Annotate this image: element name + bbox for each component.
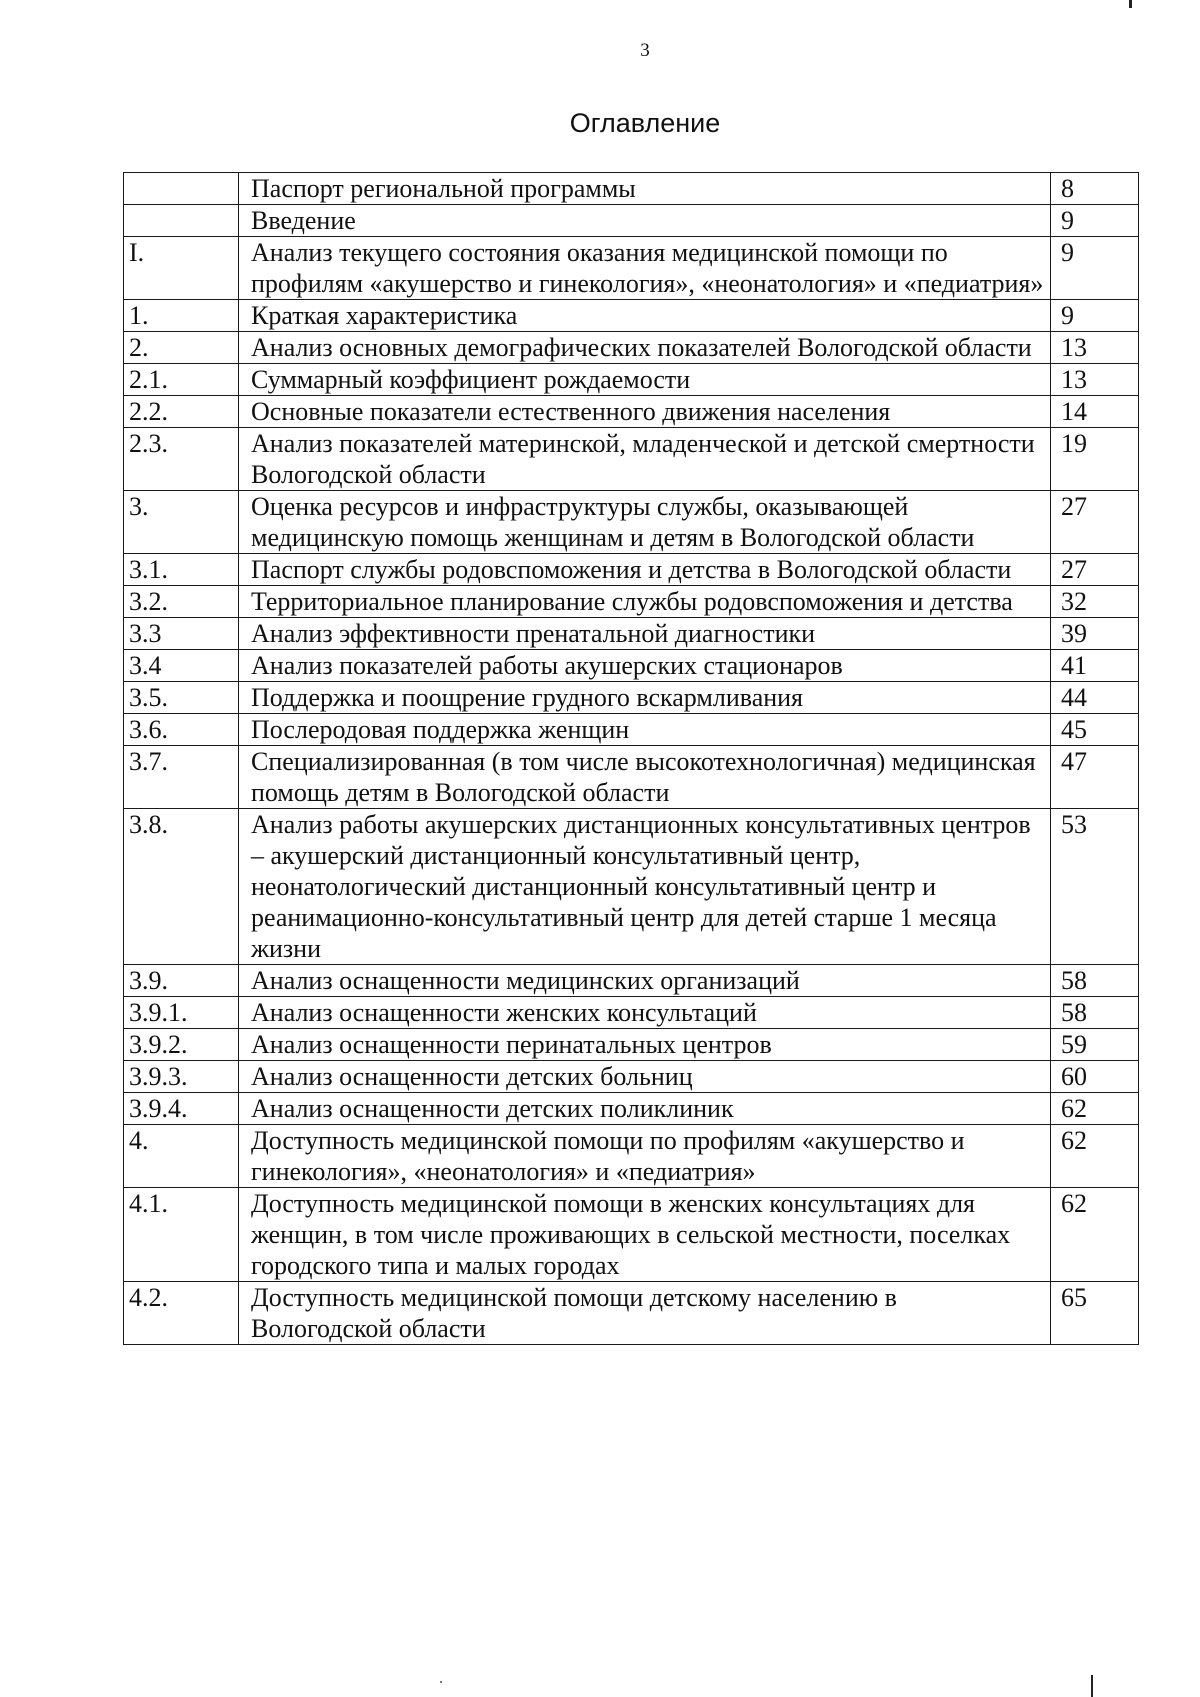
toc-section-title: Анализ показателей работы акушерских стационаров xyxy=(239,650,1051,682)
toc-page-number: 19 xyxy=(1051,428,1139,491)
toc-section-number: 3.4 xyxy=(124,650,239,682)
toc-page-number: 27 xyxy=(1051,554,1139,586)
toc-section-number: 4.2. xyxy=(124,1282,239,1345)
toc-row xyxy=(124,1188,1139,1282)
toc-page-number: 58 xyxy=(1051,965,1139,997)
toc-section-title: Анализ текущего состояния оказания медицинской помощи по профилям «акушерство и гинекология», «неонатология» и «педиатрия» xyxy=(239,237,1051,300)
toc-section-number: 3.6. xyxy=(124,714,239,746)
toc-row xyxy=(124,1282,1139,1345)
toc-section-number: 3.2. xyxy=(124,586,239,618)
toc-row xyxy=(124,1093,1139,1125)
toc-row xyxy=(124,586,1139,618)
toc-row xyxy=(124,714,1139,746)
toc-section-number: 3.5. xyxy=(124,682,239,714)
scan-speck xyxy=(440,1681,442,1683)
toc-section-title: Анализ основных демографических показателей Вологодской области xyxy=(239,332,1051,364)
toc-section-title: Территориальное планирование службы родовспоможения и детства xyxy=(239,586,1051,618)
toc-page-number: 41 xyxy=(1051,650,1139,682)
toc-section-title: Анализ оснащенности детских поликлиник xyxy=(239,1093,1051,1125)
toc-section-title: Анализ эффективности пренатальной диагностики xyxy=(239,618,1051,650)
scan-mark-top xyxy=(1129,0,1132,8)
toc-page-number: 62 xyxy=(1051,1125,1139,1188)
toc-page-number: 58 xyxy=(1051,997,1139,1029)
toc-row xyxy=(124,1061,1139,1093)
toc-row xyxy=(124,997,1139,1029)
toc-page-number: 39 xyxy=(1051,618,1139,650)
toc-section-title: Основные показатели естественного движения населения xyxy=(239,396,1051,428)
toc-page-number: 60 xyxy=(1051,1061,1139,1093)
toc-row xyxy=(124,491,1139,554)
toc-section-number xyxy=(124,205,239,237)
toc-row xyxy=(124,237,1139,300)
toc-section-title: Введение xyxy=(239,205,1051,237)
scan-mark-bottom xyxy=(1091,1675,1093,1697)
toc-section-title: Доступность медицинской помощи детскому населению в Вологодской области xyxy=(239,1282,1051,1345)
toc-section-title: Анализ оснащенности детских больниц xyxy=(239,1061,1051,1093)
toc-section-number: 2. xyxy=(124,332,239,364)
toc-row xyxy=(124,682,1139,714)
toc-row xyxy=(124,1125,1139,1188)
toc-section-number: 3.9.3. xyxy=(124,1061,239,1093)
toc-page-number: 13 xyxy=(1051,364,1139,396)
toc-row xyxy=(124,809,1139,965)
toc-page-number: 65 xyxy=(1051,1282,1139,1345)
toc-section-title: Анализ работы акушерских дистанционных консультативных центров – акушерский дистанционный консультативный центр, неонатологический дистанционный консультативный центр и реанимационно-консультативный центр для детей старше 1 месяца жизни xyxy=(239,809,1051,965)
toc-page-number: 14 xyxy=(1051,396,1139,428)
toc-page-number: 9 xyxy=(1051,205,1139,237)
toc-section-number: 3.9.4. xyxy=(124,1093,239,1125)
toc-section-title: Доступность медицинской помощи по профилям «акушерство и гинекология», «неонатология» и «педиатрия» xyxy=(239,1125,1051,1188)
toc-section-number: 3.9.2. xyxy=(124,1029,239,1061)
toc-section-title: Суммарный коэффициент рождаемости xyxy=(239,364,1051,396)
toc-section-number: 3.9.1. xyxy=(124,997,239,1029)
toc-section-number: 3. xyxy=(124,491,239,554)
toc-row xyxy=(124,332,1139,364)
toc-section-title: Анализ оснащенности женских консультаций xyxy=(239,997,1051,1029)
toc-section-number: 2.2. xyxy=(124,396,239,428)
toc-page-number: 8 xyxy=(1051,173,1139,205)
toc-page-number: 9 xyxy=(1051,300,1139,332)
toc-row xyxy=(124,173,1139,205)
toc-section-number: I. xyxy=(124,237,239,300)
toc-row xyxy=(124,746,1139,809)
toc-page-number: 44 xyxy=(1051,682,1139,714)
toc-section-number: 1. xyxy=(124,300,239,332)
toc-section-number: 3.1. xyxy=(124,554,239,586)
toc-row xyxy=(124,1029,1139,1061)
toc-section-number: 3.3 xyxy=(124,618,239,650)
toc-section-title: Краткая характеристика xyxy=(239,300,1051,332)
toc-section-title: Доступность медицинской помощи в женских консультациях для женщин, в том числе проживающих в сельской местности, поселках городского типа и малых городах xyxy=(239,1188,1051,1282)
toc-section-title: Паспорт службы родовспоможения и детства в Вологодской области xyxy=(239,554,1051,586)
toc-section-number: 4.1. xyxy=(124,1188,239,1282)
toc-page-number: 27 xyxy=(1051,491,1139,554)
toc-row xyxy=(124,965,1139,997)
toc-page-number: 32 xyxy=(1051,586,1139,618)
toc-section-title: Оценка ресурсов и инфраструктуры службы, оказывающей медицинскую помощь женщинам и детям в Вологодской области xyxy=(239,491,1051,554)
toc-row xyxy=(124,300,1139,332)
toc-page-number: 59 xyxy=(1051,1029,1139,1061)
toc-section-number: 2.1. xyxy=(124,364,239,396)
toc-section-title: Послеродовая поддержка женщин xyxy=(239,714,1051,746)
toc-page-number: 47 xyxy=(1051,746,1139,809)
toc-row xyxy=(124,205,1139,237)
toc-section-title: Поддержка и поощрение грудного вскармливания xyxy=(239,682,1051,714)
toc-section-title: Анализ оснащенности перинатальных центров xyxy=(239,1029,1051,1061)
toc-section-number: 3.9. xyxy=(124,965,239,997)
page-number: 3 xyxy=(640,40,650,61)
page-title: Оглавление xyxy=(569,108,721,138)
toc-page-number: 9 xyxy=(1051,237,1139,300)
toc-row xyxy=(124,364,1139,396)
toc-row xyxy=(124,396,1139,428)
toc-page-number: 13 xyxy=(1051,332,1139,364)
toc-section-title: Анализ оснащенности медицинских организаций xyxy=(239,965,1051,997)
toc-section-title: Специализированная (в том числе высокотехнологичная) медицинская помощь детям в Вологодской области xyxy=(239,746,1051,809)
toc-page-number: 62 xyxy=(1051,1188,1139,1282)
toc-row xyxy=(124,428,1139,491)
toc-row xyxy=(124,554,1139,586)
toc-body xyxy=(124,173,1139,1345)
toc-section-title: Паспорт региональной программы xyxy=(239,173,1051,205)
toc-row xyxy=(124,650,1139,682)
toc-section-title: Анализ показателей материнской, младенческой и детской смертности Вологодской области xyxy=(239,428,1051,491)
table-of-contents xyxy=(123,172,1139,1345)
toc-page-number: 45 xyxy=(1051,714,1139,746)
toc-page-number: 62 xyxy=(1051,1093,1139,1125)
toc-section-number: 3.8. xyxy=(124,809,239,965)
toc-section-number: 4. xyxy=(124,1125,239,1188)
toc-section-number: 3.7. xyxy=(124,746,239,809)
toc-page-number: 53 xyxy=(1051,809,1139,965)
toc-row xyxy=(124,618,1139,650)
toc-section-number: 2.3. xyxy=(124,428,239,491)
toc-section-number xyxy=(124,173,239,205)
